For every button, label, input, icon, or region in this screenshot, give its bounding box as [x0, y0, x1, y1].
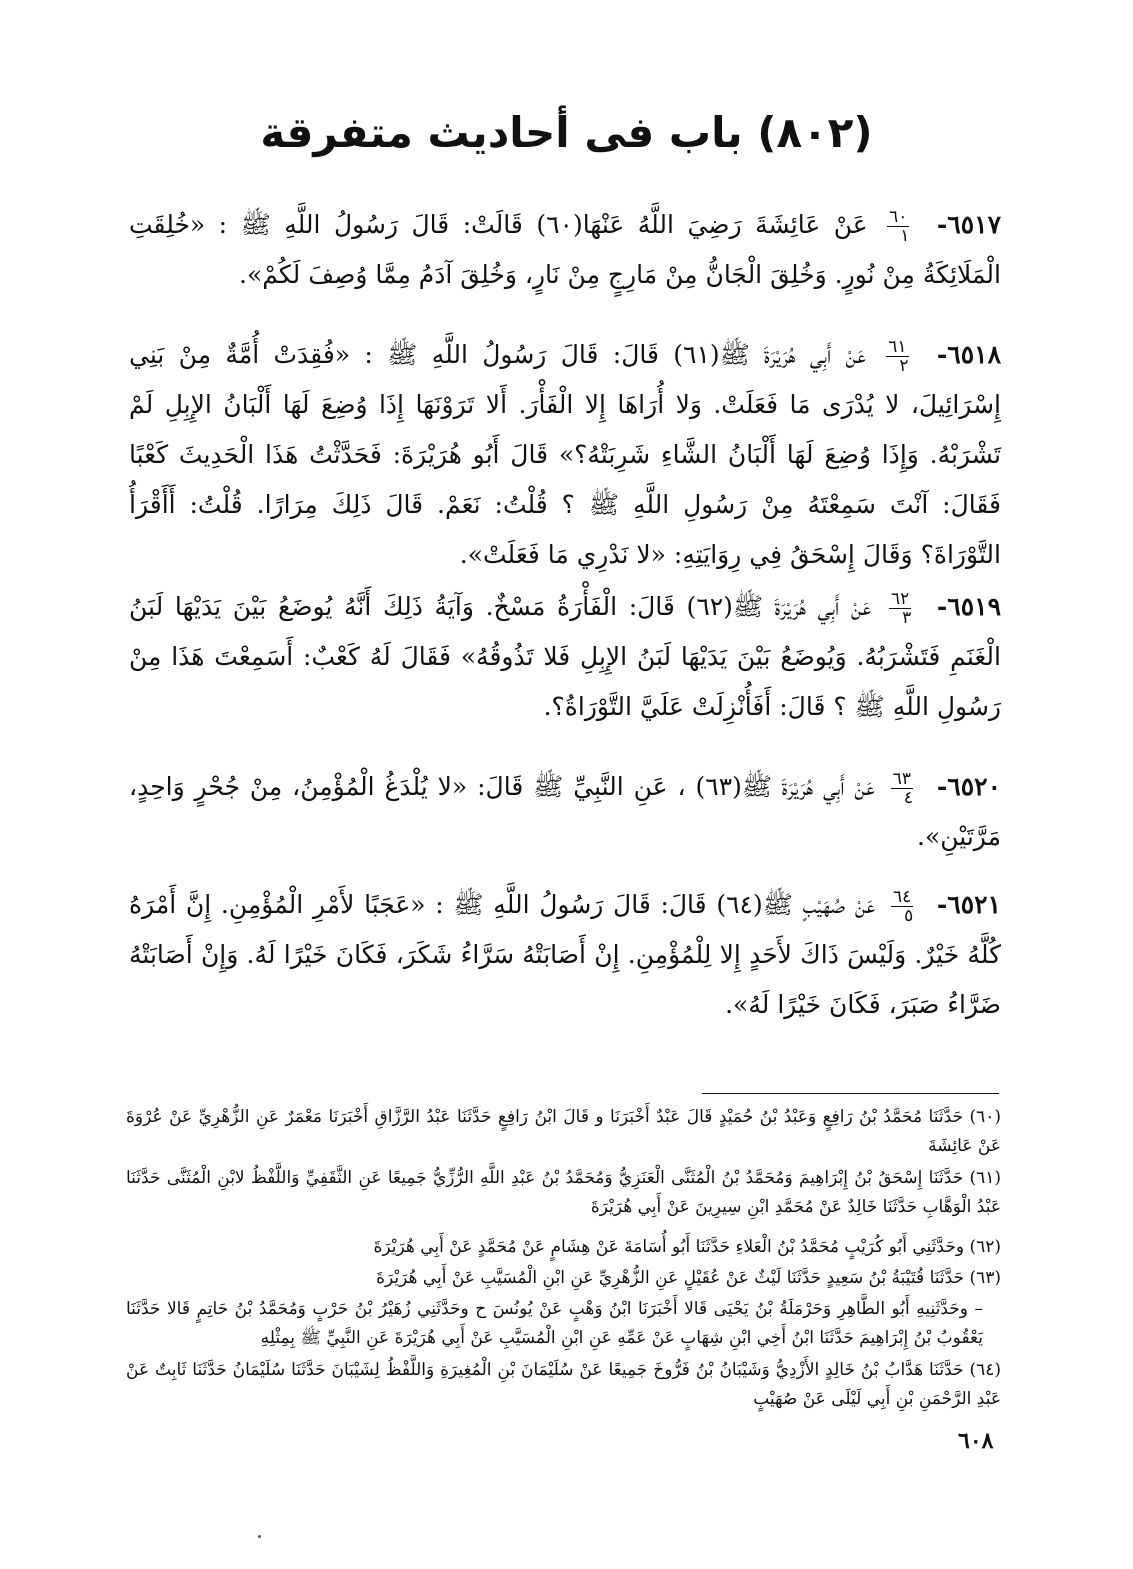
hadith-fraction: [891, 888, 913, 925]
footnote-63-continuation: – وحَدَّثَنِيهِ أَبُو الطَّاهِرِ وَحَرْمَلَةُ بْنُ يَحْيَى قَالا أَخْبَرَنَا ابْنُ وَهْبٍ عَنْ يُونُسَ ح وحَدَّثَنِي زُهَيْرُ بْنُ حَرْبٍ وَمُحَمَّدُ بْنُ حَاتِمٍ قَالا حَدَّثَنَا يَعْقُوبُ بْنُ إِبْرَاهِيمَ حَدَّثَنَا ابْنُ أَخِي ابْنِ شِهَابٍ عَنْ عَمِّهِ عَنِ ابْنِ الْمُسَيَّبِ عَنْ أَبِي هُرَيْرَةَ عَنِ النَّبِيِّ ﷺ بِمِثْلِهِ: [126, 1299, 983, 1348]
fraction-bottom: ١: [900, 226, 910, 246]
page-number: ٦٠٨: [958, 1428, 994, 1454]
footnote-62: (٦٢) وحَدَّثَنِي أَبُو كُرَيْبٍ مُحَمَّدُ بْنُ الْعَلاءِ حَدَّثَنَا أَبُو أُسَامَةَ عَنْ هِشَامٍ عَنْ مُحَمَّدٍ عَنْ أَبِي هُرَيْرَةَ: [373, 1237, 1001, 1257]
hadith-text: عَنْ عَائِشَةَ رَضِيَ اللَّهُ عَنْهَا(٦٠) قَالَتْ: قَالَ رَسُولُ اللَّهِ ﷺ : «خُلِقَتِ الْمَلَائِكَةُ مِنْ نُورٍ. وَخُلِقَ الْجَانُّ مِنْ مَارِجٍ مِنْ نَارٍ، وَخُلِقَ آدَمُ مِمَّا وُصِفَ لَكُمْ».: [129, 210, 1001, 289]
hadith-text: عَنْ صُهَيْبٍ ﷺ(٦٤) قَالَ: قَالَ رَسُولُ اللَّهِ ﷺ : «عَجَبًا لأَمْرِ الْمُؤْمِنِ. إِنَّ أَمْرَهُ كُلَّهُ خَيْرٌ. وَلَيْسَ ذَاكَ لأَحَدٍ إِلا لِلْمُؤْمِنِ. إِنْ أَصَابَتْهُ سَرَّاءُ شَكَرَ، فَكَانَ خَيْرًا لَهُ. وَإِنْ أَصَابَتْهُ ضَرَّاءُ صَبَرَ، فَكَانَ خَيْرًا لَهُ».: [129, 890, 1001, 1019]
footnote-64: (٦٤) حَدَّثَنَا هَدَّابُ بْنُ خَالِدٍ الأَزْدِيُّ وَشَيْبَانُ بْنُ فَرُّوخَ جَمِيعًا عَنْ سُلَيْمَانَ بْنِ الْمُغِيرَةِ وَاللَّفْظُ لِشَيْبَانَ حَدَّثَنَا سُلَيْمَانُ حَدَّثَنَا ثَابِتٌ عَنْ عَبْدِ الرَّحْمَنِ بْنِ أَبِي لَيْلَى عَنْ صُهَيْبٍ: [126, 1360, 1001, 1409]
footnote-61: (٦١) حَدَّثَنَا إِسْحَقُ بْنُ إِبْرَاهِيمَ وَمُحَمَّدُ بْنُ الْمُثَنَّى الْعَنَزِيُّ وَمُحَمَّدُ بْنُ عَبْدِ اللَّهِ الرُّزِّيُّ جَمِيعًا عَنِ الثَّقَفِيِّ وَاللَّفْظُ لابْنِ الْمُثَنَّى حَدَّثَنَا عَبْدُ الْوَهَّابِ حَدَّثَنَا خَالِدٌ عَنْ مُحَمَّدِ ابْنِ سِيرِينَ عَنْ أَبِي هُرَيْرَةَ: [126, 1168, 1001, 1217]
hadith-fraction: [886, 338, 908, 375]
hadith-6518: [129, 330, 1001, 580]
fraction-bottom: ٤: [903, 788, 913, 808]
hadith-6517: [129, 200, 1001, 300]
fraction-top: ٦١: [888, 337, 907, 357]
hadith-fraction: [887, 208, 909, 245]
fraction-bottom: ٢: [899, 356, 909, 376]
hadith-text: عَنْ أَبِي هُرَيْرَةَ ﷺ(٦٢) قَالَ: الْفَأْرَةُ مَسْخٌ. وَآيَةُ ذَلِكَ أَنَّهُ يُوضَعُ بَيْنَ يَدَيْهَا لَبَنُ الْغَنَمِ فَتَشْرَبُهُ. وَيُوضَعُ بَيْنَ يَدَيْهَا لَبَنُ الإِبِلِ فَلا تَذُوقُهُ» فَقَالَ لَهُ كَعْبٌ: أَسَمِعْتَ هَذَا مِنْ رَسُولِ اللَّهِ ﷺ ؟ قَالَ: أَفَأُنْزِلَتْ عَلَيَّ التَّوْرَاةُ؟.: [129, 592, 1001, 721]
hadith-text: عَنْ أَبِي هُرَيْرَةَ ﷺ(٦١) قَالَ: قَالَ رَسُولُ اللَّهِ ﷺ : «فُقِدَتْ أُمَّةٌ مِنْ بَنِي إِسْرَائِيلَ، لا يُدْرَى مَا فَعَلَتْ. وَلا أُرَاهَا إِلا الْفَأْرَ. أَلا تَرَوْنَهَا إِذَا وُضِعَ لَهَا أَلْبَانُ الإِبِلِ لَمْ تَشْرَبْهُ. وَإِذَا وُضِعَ لَهَا أَلْبَانُ الشَّاءِ شَرِبَتْهُ؟» قَالَ أَبُو هُرَيْرَةَ: فَحَدَّثْتُ هَذَا الْحَدِيثَ كَعْبًا فَقَالَ: آنْتَ سَمِعْتَهُ مِنْ رَسُولِ اللَّهِ ﷺ ؟ قُلْتُ: نَعَمْ. قَالَ ذَلِكَ مِرَارًا. قُلْتُ: أَأَقْرَأُ التَّوْرَاةَ؟ وَقَالَ إِسْحَقُ فِي رِوَايَتِهِ: «لا نَدْرِي مَا فَعَلَتْ».: [129, 340, 1001, 569]
hadith-number: ٦٥٢١-: [936, 890, 1002, 919]
hadith-fraction: [889, 590, 911, 627]
footnote-63: (٦٣) حَدَّثَنَا قُتَيْبَةُ بْنُ سَعِيدٍ حَدَّثَنَا لَيْثٌ عَنْ عُقَيْلٍ عَنِ الزُّهْرِيِّ عَنِ ابْنِ الْمُسَيَّبِ عَنْ أَبِي هُرَيْرَةَ: [376, 1268, 1001, 1288]
chapter-title: (٨٠٢) باب فى أحاديث متفرقة: [260, 108, 873, 157]
hadith-6520: [129, 762, 1001, 862]
hadith-number: ٦٥١٩-: [936, 592, 1001, 621]
hadith-fraction: [891, 770, 913, 807]
fraction-top: ٦٤: [892, 887, 912, 907]
fraction-bottom: ٥: [904, 906, 914, 926]
fraction-bottom: ٣: [902, 608, 912, 628]
hadith-text: عَنْ أَبِي هُرَيْرَةَ ﷺ(٦٣) ، عَنِ النَّبِيِّ ﷺ قَالَ: «لا يُلْدَغُ الْمُؤْمِنُ، مِنْ جُحْرٍ وَاحِدٍ، مَرَّتَيْنِ».: [129, 772, 1001, 851]
footnote-separator: [702, 1093, 999, 1094]
fraction-top: ٦٠: [889, 207, 908, 227]
hadith-number: ٦٥٢٠-: [936, 772, 1001, 801]
hadith-6519: [129, 582, 1001, 732]
hadith-number: ٦٥١٧-: [936, 210, 1001, 239]
hadith-6521: [129, 880, 1001, 1030]
scan-speck: [258, 1535, 261, 1538]
fraction-top: ٦٣: [892, 769, 911, 789]
hadith-number: ٦٥١٨-: [936, 340, 1001, 369]
footnote-60: (٦٠) حَدَّثَنَا مُحَمَّدُ بْنُ رَافِعٍ وَعَبْدُ بْنُ حُمَيْدٍ قَالَ عَبْدٌ أَخْبَرَنَا و قَالَ ابْنُ رَافِعٍ حَدَّثَنَا عَبْدُ الرَّزَّاقِ أَخْبَرَنَا مَعْمَرٌ عَنِ الزُّهْرِيِّ عَنْ عُرْوَةَ عَنْ عَائِشَةَ: [126, 1107, 1001, 1156]
fraction-top: ٦٢: [890, 589, 910, 609]
